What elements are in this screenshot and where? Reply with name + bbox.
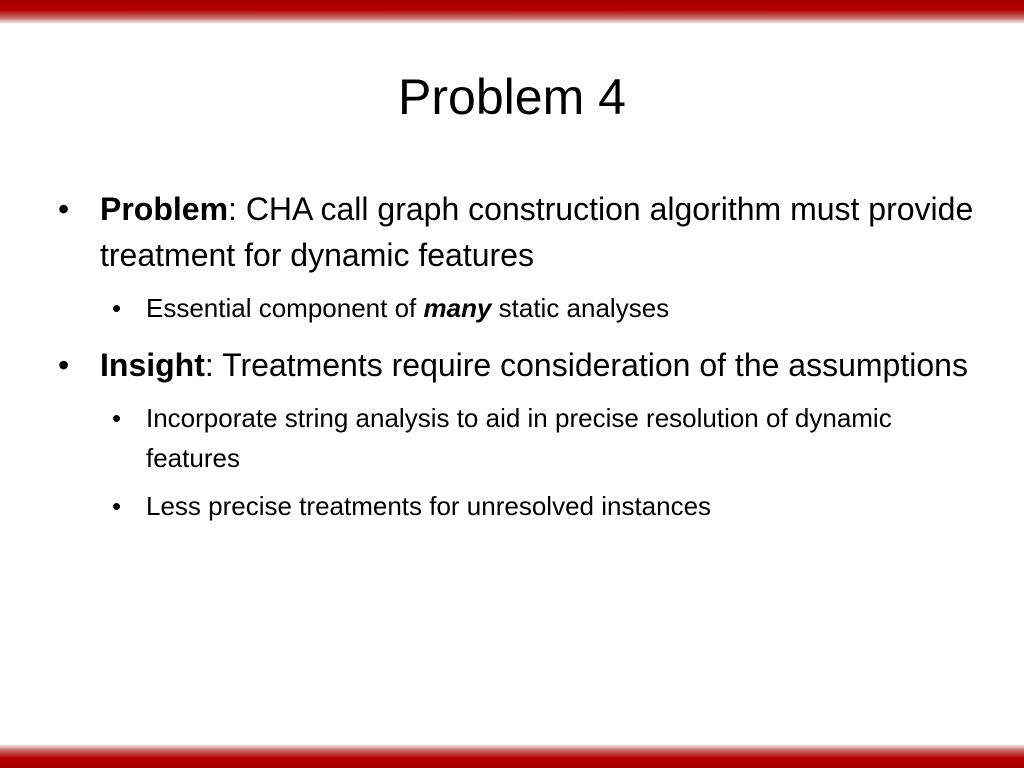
subbullet-text-end: static analyses [491, 293, 670, 323]
bullet-separator: : [228, 191, 237, 227]
subbullet-string-analysis [56, 398, 986, 478]
subbullet-less-precise [56, 486, 986, 526]
bottom-accent-bar [0, 744, 1024, 768]
bullet-problem [56, 186, 986, 278]
bullet-separator: : [204, 347, 214, 383]
bullet-icon: • [112, 403, 122, 433]
bullet-icon: • [112, 491, 122, 521]
bullet-icon: • [112, 293, 122, 323]
top-accent-bar [0, 0, 1024, 24]
bullet-term: Insight [100, 347, 205, 383]
subbullet-essential-component [56, 288, 986, 328]
bullet-insight [56, 342, 986, 388]
bullet-list [56, 186, 986, 526]
bullet-term: Problem [100, 191, 229, 227]
bullet-icon: • [58, 347, 70, 383]
bullet-text: Treatments require consideration of the assumptions [213, 347, 968, 383]
subbullet-text: Incorporate string analysis to aid in precise resolution of dynamic features [146, 403, 892, 473]
subbullet-emphasis: many [423, 293, 492, 323]
bullet-text: CHA call graph construction algorithm must provide treatment for dynamic features [100, 191, 974, 273]
bullet-icon: • [58, 191, 70, 227]
subbullet-text: Essential component of [146, 293, 424, 323]
slide-title: Problem 4 [398, 69, 626, 125]
subbullet-text: Less precise treatments for unresolved instances [146, 491, 712, 521]
